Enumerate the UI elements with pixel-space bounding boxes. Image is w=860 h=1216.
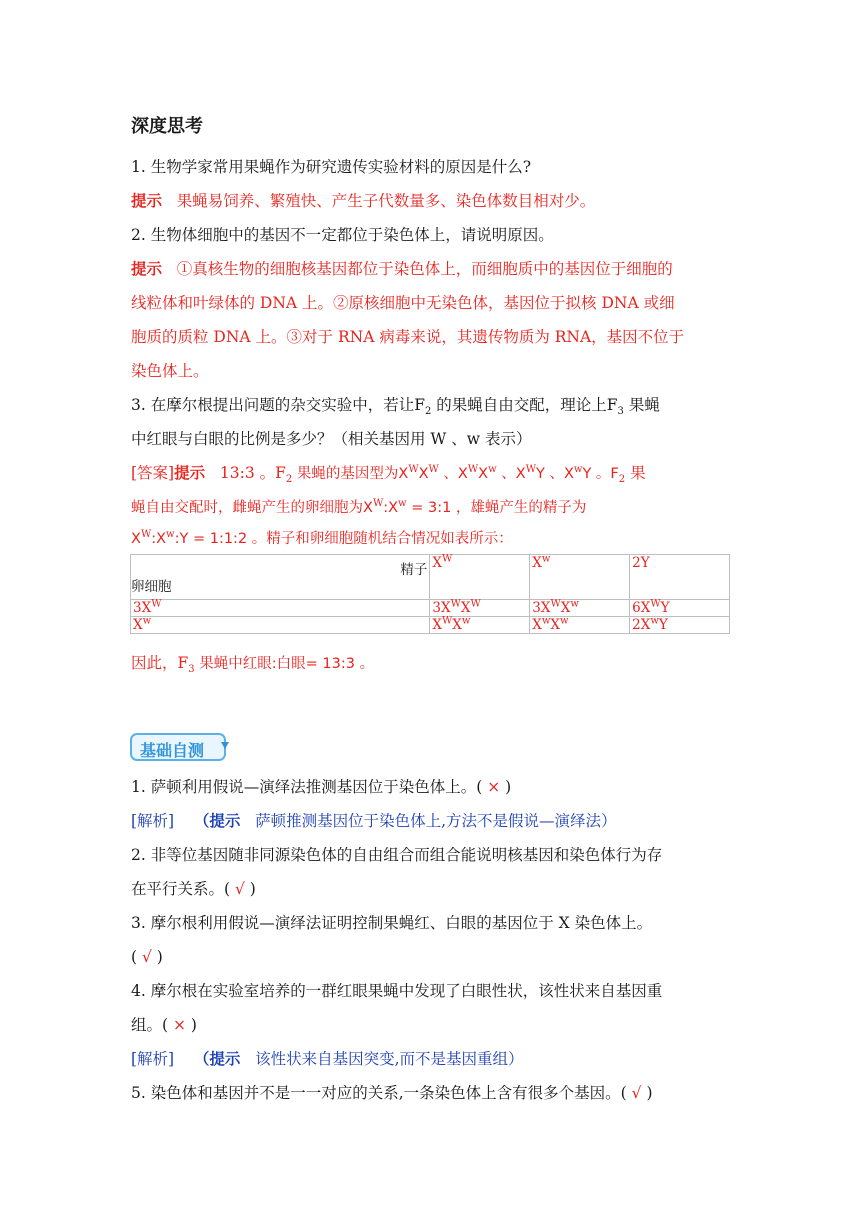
test-item-3-line-2: ( √ ) [131,948,163,966]
answer-2-line-4: 染色体上。 [131,362,209,380]
question-3-line-2: 中红眼与白眼的比例是多少？（相关基因用 W 、w 表示） [131,430,532,448]
table-cell: $3X^WX^W$ [430,600,530,617]
explanation-tag: [解析] [131,812,175,830]
test-item-4-explanation: [解析] （提示 该性状来自基因突变,而不是基因重组） [131,1049,524,1068]
sperm-label: 精子 [400,562,428,578]
test-item-2-line-1: 2. 非等位基因随非同源染色体的自由组合而组合能说明核基因和染色体行为存 [131,846,663,864]
table-cell: $6X^WY$ [630,600,730,617]
table-header-cell: $X^w$ [530,555,630,600]
test-item-2-line-2: 在平行关系。( √ ) [131,880,256,898]
cross-mark: × [168,1016,191,1034]
answer-3-line-2: 蝇自由交配时，雌蝇产生的卵细胞为$X^W:X^w$ = 3:1 ，雄蝇产生的精子为 [131,497,587,516]
genotype-table [130,554,730,634]
table-corner-cell [131,555,430,600]
question-3-line-1: 3. 在摩尔根提出问题的杂交实验中，若让$F_2$ 的果蝇自由交配，理论上$F_3$ 果蝇 [131,396,660,418]
test-item-3-line-1: 3. 摩尔根利用假说—演绎法证明控制果蝇红、白眼的基因位于 X 染色体上。 [131,914,653,932]
answer-1 [131,190,731,212]
section-badge [130,733,226,761]
test-item-1-explanation: [解析] （提示 萨顿推测基因位于染色体上,方法不是假说—演绎法） [131,811,617,830]
table-header-cell: 2Y [630,555,730,600]
explanation-tag: [解析] [131,1050,175,1068]
cross-mark: × [482,778,506,796]
test-item-4-line-1: 4. 摩尔根在实验室培养的一群红眼果蝇中发现了白眼性状，该性状来自基因重 [131,982,663,1000]
check-mark: √ [626,1084,647,1102]
table-cell: $3X^WX^w$ [530,600,630,617]
answer-2-line-1 [131,258,731,280]
table-cell: $2X^wY$ [630,617,730,634]
conclusion: 因此，$F_3$ 果蝇中红眼:白眼= 13:3 。 [131,654,375,676]
hint-label: 提示 [174,463,206,482]
table-row [131,617,730,634]
table-row [131,600,730,617]
answer-1-text: 果蝇易饲养、繁殖快、产生子代数量多、染色体数目相对少。 [176,192,596,210]
section-heading: 深度思考 [131,116,203,137]
triangle-down-icon [221,742,229,749]
answer-2-text: ①真核生物的细胞核基因都位于染色体上，而细胞质中的基因位于细胞的 [176,260,673,278]
check-mark: √ [230,880,250,898]
answer-2-line-2: 线粒体和叶绿体的 DNA 上。②原核细胞中无染色体，基因位于拟核 DNA 或细 [131,294,675,312]
question-2: 2. 生物体细胞中的基因不一定都位于染色体上，请说明原因。 [131,226,554,244]
answer-3-line-3: $X^W:X^w:Y$ = 1:1:2 。精子和卵细胞随机结合情况如表所示： [131,528,513,547]
egg-label: 卵细胞 [131,579,172,595]
table-cell: $X^wX^w$ [530,617,630,634]
check-mark: √ [137,948,157,966]
table-header-row [131,555,730,600]
answer-3-line-1: [答案]提示 13:3 。$F_2$ 果蝇的基因型为$X^WX^W$ 、$X^WX^w$ 、$X^WY$ 、$X^wY$ 。$F_2$ 果 [131,463,646,486]
test-item-4-line-2: 组。( × ) [131,1016,197,1034]
table-cell: $X^WX^w$ [430,617,530,634]
table-cell: $X^w$ [131,617,430,634]
hint-label: 提示 [131,259,163,278]
answer-tag: [答案] [131,464,175,482]
question-1: 1. 生物学家常用果蝇作为研究遗传实验材料的原因是什么? [131,158,532,176]
hint-label: 提示 [131,191,163,210]
badge-label: 基础自测 [140,741,205,760]
answer-2-line-3: 胞质的质粒 DNA 上。③对于 RNA 病毒来说，其遗传物质为 RNA，基因不位于 [131,328,685,346]
test-item-1: 1. 萨顿利用假说—演绎法推测基因位于染色体上。( × ) [131,778,512,796]
table-header-cell: $X^W$ [430,555,530,600]
test-item-5: 5. 染色体和基因并不是一一对应的关系,一条染色体上含有很多个基因。( √ ) [131,1084,653,1102]
table-cell: $3X^W$ [131,600,430,617]
